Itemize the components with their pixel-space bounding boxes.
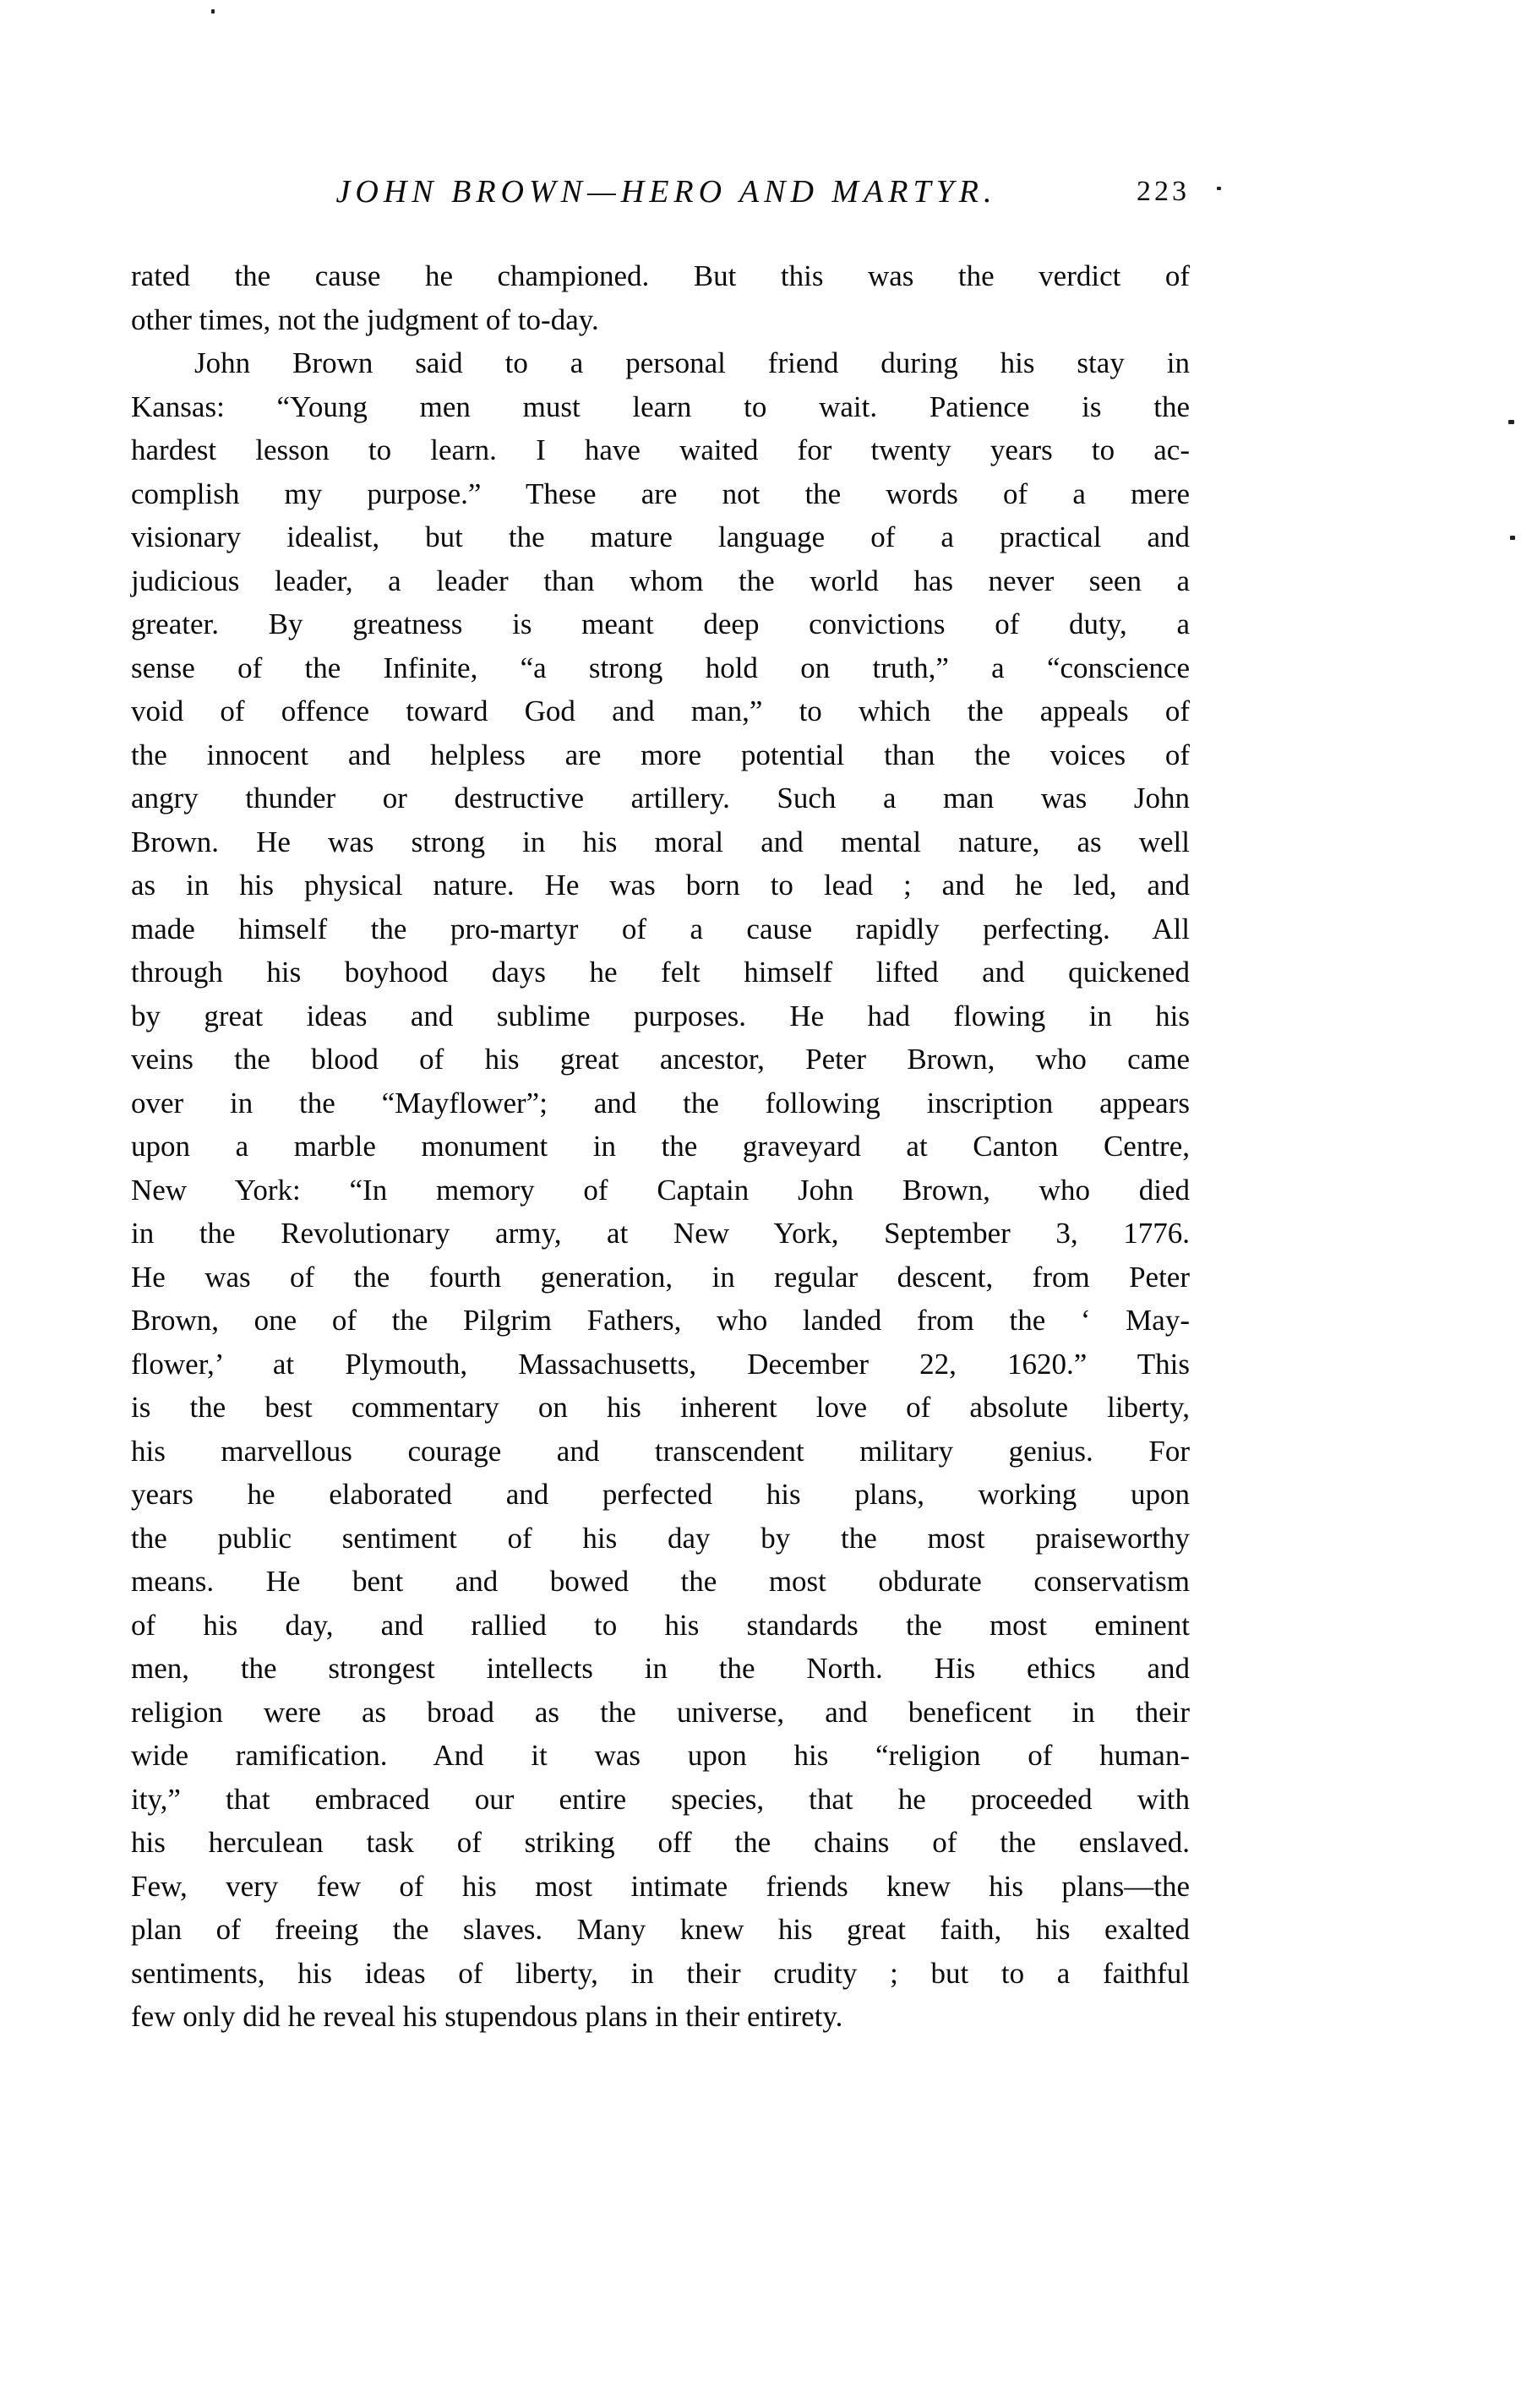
text-line: judicious leader, a leader than whom the world has never seen a — [131, 564, 1190, 597]
text-line: made himself the pro-martyr of a cause rapidly perfecting. All — [131, 912, 1190, 945]
text-line: New York: “In memory of Captain John Brown, who died — [131, 1173, 1190, 1207]
scan-artifact — [1508, 420, 1514, 424]
text-line: over in the “Mayflower”; and the following inscription appears — [131, 1086, 1190, 1120]
text-line: his herculean task of striking off the chains of the enslaved. — [131, 1826, 1190, 1859]
text-line: sentiments, his ideas of liberty, in their crudity ; but to a faithful — [131, 1956, 1190, 1990]
text-line: plan of freeing the slaves. Many knew his great faith, his exalted — [131, 1913, 1190, 1946]
scan-artifact — [1510, 536, 1515, 540]
page-header — [131, 173, 1190, 224]
text-line: by great ideas and sublime purposes. He had flowing in his — [131, 999, 1190, 1032]
text-line: the public sentiment of his day by the most praiseworthy — [131, 1521, 1190, 1555]
scan-artifact — [211, 9, 215, 14]
text-line: hardest lesson to learn. I have waited for twenty years to ac- — [131, 433, 1190, 466]
text-line: few only did he reveal his stupendous plans in their entirety. — [131, 2000, 843, 2033]
running-title: JOHN BROWN—HERO AND MARTYR. — [335, 174, 997, 210]
text-line: men, the strongest intellects in the North. His ethics and — [131, 1652, 1190, 1685]
text-line: through his boyhood days he felt himself lifted and quickened — [131, 956, 1190, 989]
text-line: He was of the fourth generation, in regular descent, from Peter — [131, 1260, 1190, 1294]
text-line: Brown, one of the Pilgrim Fathers, who landed from the ‘ May- — [131, 1304, 1190, 1337]
text-line: Few, very few of his most intimate friends knew his plans—the — [131, 1869, 1190, 1903]
page-number: 223 — [1137, 176, 1190, 207]
scan-artifact — [1217, 187, 1221, 190]
text-line: sense of the Infinite, “a strong hold on truth,” a “conscience — [131, 651, 1190, 684]
text-line: the innocent and helpless are more potential than the voices of — [131, 738, 1190, 771]
text-line: veins the blood of his great ancestor, Peter Brown, who came — [131, 1043, 1190, 1076]
text-line: wide ramification. And it was upon his “religion of human- — [131, 1739, 1190, 1772]
page-text — [131, 254, 1190, 2039]
text-line: greater. By greatness is meant deep convictions of duty, a — [131, 607, 1190, 640]
text-line: complish my purpose.” These are not the words of a mere — [131, 477, 1190, 510]
text-line: his marvellous courage and transcendent military genius. For — [131, 1434, 1190, 1468]
text-line: Brown. He was strong in his moral and mental nature, as well — [131, 825, 1190, 858]
text-line: in the Revolutionary army, at New York, September 3, 1776. — [131, 1217, 1190, 1250]
text-line: rated the cause he championed. But this was the verdict of — [131, 259, 1190, 292]
text-line: as in his physical nature. He was born to lead ; and he led, and — [131, 869, 1190, 902]
text-line: of his day, and rallied to his standards the most eminent — [131, 1608, 1190, 1642]
text-line: years he elaborated and perfected his plans, working upon — [131, 1478, 1190, 1511]
text-line: means. He bent and bowed the most obdurate conservatism — [131, 1565, 1190, 1598]
text-line: angry thunder or destructive artillery. Such a man was John — [131, 782, 1190, 814]
text-line: upon a marble monument in the graveyard at Canton Centre, — [131, 1130, 1190, 1163]
text-line: John Brown said to a personal friend during his stay in — [194, 346, 1190, 379]
text-line: flower,’ at Plymouth, Massachusetts, December 22, 1620.” This — [131, 1347, 1190, 1381]
text-line: visionary idealist, but the mature language of a practical and — [131, 520, 1190, 553]
text-line: other times, not the judgment of to-day. — [131, 302, 599, 336]
text-line: void of offence toward God and man,” to which the appeals of — [131, 695, 1190, 727]
text-line: religion were as broad as the universe, and beneficent in their — [131, 1695, 1190, 1729]
text-line: is the best commentary on his inherent love of absolute liberty, — [131, 1391, 1190, 1424]
text-line: Kansas: “Young men must learn to wait. Patience is the — [131, 390, 1190, 423]
text-line: ity,” that embraced our entire species, that he proceeded with — [131, 1782, 1190, 1816]
